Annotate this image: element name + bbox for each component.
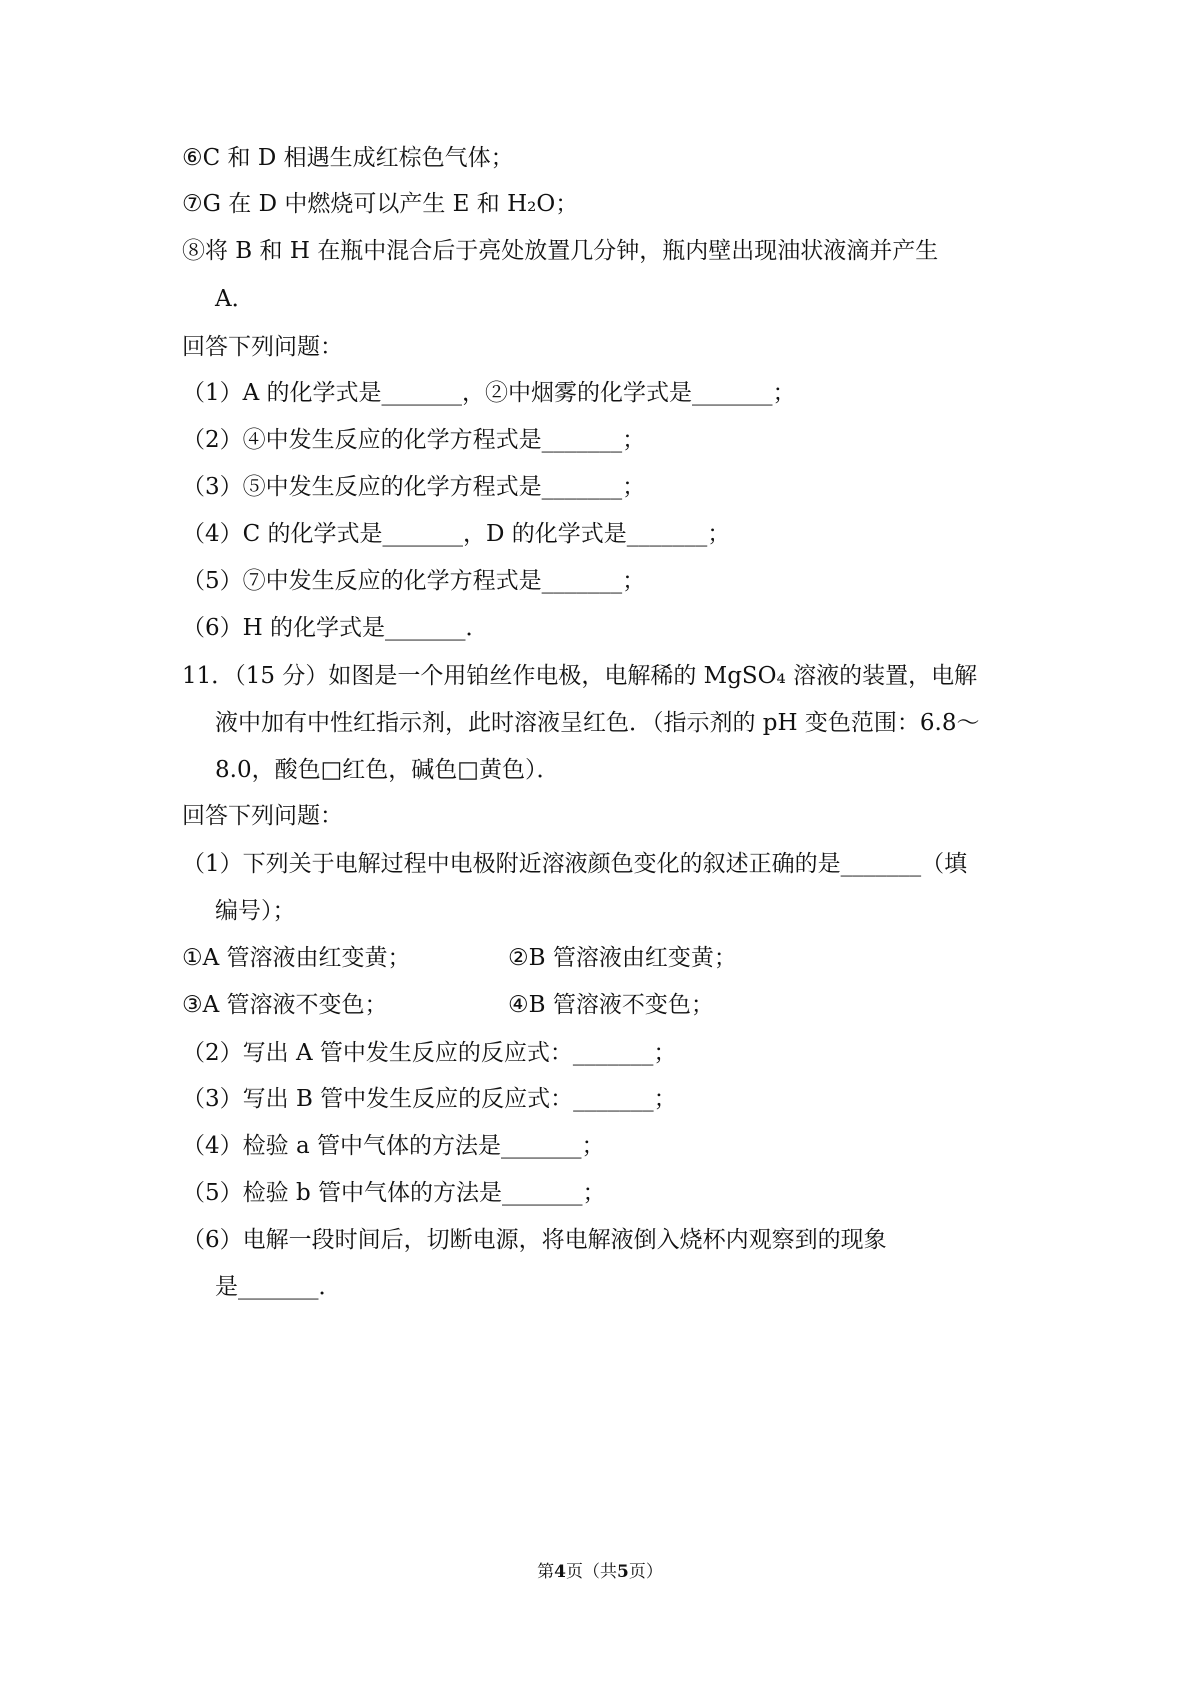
footer-suffix: 页） bbox=[628, 1562, 663, 1582]
q11-part-5: （5）检验 b 管中气体的方法是_______； bbox=[182, 1180, 606, 1206]
q10-part-2: （2）④中发生反应的化学方程式是_______； bbox=[182, 427, 646, 453]
clue-8: ⑧将 B 和 H 在瓶中混合后于亮处放置几分钟，瓶内壁出现油状液滴并产生 bbox=[182, 238, 939, 264]
clue-6: ⑥C 和 D 相遇生成红棕色气体； bbox=[182, 145, 514, 171]
q10-part-4: （4）C 的化学式是_______，D 的化学式是_______； bbox=[182, 521, 731, 547]
q11-option-3: ③A 管溶液不变色； bbox=[182, 992, 388, 1018]
clue-7: ⑦G 在 D 中燃烧可以产生 E 和 H₂O； bbox=[182, 191, 579, 217]
q10-part-5: （5）⑦中发生反应的化学方程式是_______； bbox=[182, 568, 646, 594]
q10-part-6: （6）H 的化学式是_______． bbox=[182, 615, 489, 641]
q10-part-3: （3）⑤中发生反应的化学方程式是_______； bbox=[182, 474, 646, 500]
page-footer bbox=[0, 1560, 1200, 1584]
clue-8-continued: A． bbox=[215, 286, 255, 312]
q11-option-4: ④B 管溶液不变色； bbox=[508, 992, 714, 1018]
q10-part-1: （1）A 的化学式是_______，②中烟雾的化学式是_______； bbox=[182, 380, 796, 406]
q11-part-6-continued: 是_______． bbox=[215, 1274, 342, 1300]
q11-stem-line-2: 液中加有中性红指示剂，此时溶液呈红色．（指示剂的 pH 变色范围：6.8～ bbox=[215, 710, 980, 736]
q11-part-4: （4）检验 a 管中气体的方法是_______； bbox=[182, 1133, 605, 1159]
q11-part-2: （2）写出 A 管中发生反应的反应式：_______； bbox=[182, 1040, 677, 1066]
q11-part-3: （3）写出 B 管中发生反应的反应式：_______； bbox=[182, 1086, 677, 1112]
footer-prefix: 第 bbox=[537, 1562, 555, 1582]
q11-part-6: （6）电解一段时间后，切断电源，将电解液倒入烧杯内观察到的现象 bbox=[182, 1227, 887, 1253]
q11-option-1: ①A 管溶液由红变黄； bbox=[182, 945, 411, 971]
footer-page-number: 4 bbox=[554, 1562, 566, 1582]
q10-instructions: 回答下列问题： bbox=[182, 334, 343, 360]
q11-option-2: ②B 管溶液由红变黄； bbox=[508, 945, 737, 971]
q11-stem-line-1: 11．（15 分）如图是一个用铂丝作电极，电解稀的 MgSO₄ 溶液的装置，电解 bbox=[182, 663, 978, 689]
q11-stem-line-3: 8.0，酸色□红色，碱色□黄色）． bbox=[215, 757, 560, 783]
q11-instructions: 回答下列问题： bbox=[182, 803, 343, 829]
footer-total-pages: 5 bbox=[617, 1562, 629, 1582]
q11-part-1-continued: 编号）； bbox=[215, 898, 296, 924]
footer-middle: 页（共 bbox=[566, 1562, 617, 1582]
q11-part-1: （1）下列关于电解过程中电极附近溶液颜色变化的叙述正确的是_______（填 bbox=[182, 851, 968, 877]
